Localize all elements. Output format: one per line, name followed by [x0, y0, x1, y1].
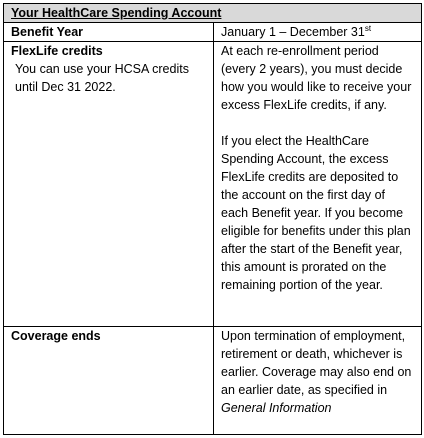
coverage-label: Coverage ends [4, 327, 214, 435]
benefit-year-date: January 1 – December 31 [221, 25, 365, 39]
benefit-year-row [4, 23, 422, 42]
title-row [4, 4, 422, 23]
table-title: Your HealthCare Spending Account [4, 4, 422, 23]
flexlife-label-cell [4, 42, 214, 327]
coverage-text: Upon termination of employment, retirement or death, whichever is earlier. Coverage may also end on an earlier date, as specified in [221, 329, 412, 397]
spending-account-table [3, 3, 422, 435]
coverage-row [4, 327, 422, 435]
flexlife-description-cell [214, 42, 422, 327]
ordinal-suffix: st [364, 23, 372, 33]
flexlife-para-2: If you elect the HealthCare Spending Account, the excess FlexLife credits are deposited to the account on the first day of each Benefit year. If you become eligible for benefits under this plan after the start of the Benefit year, this amount is prorated on the remaining portion of the year. [221, 134, 411, 292]
flexlife-row [4, 42, 422, 327]
flexlife-label: FlexLife credits [11, 44, 103, 58]
general-information-reference: General Information [221, 401, 332, 415]
paragraph-gap [221, 114, 415, 132]
coverage-description-cell [214, 327, 422, 435]
flexlife-para-1: At each re-enrollment period (every 2 years), you must decide how you would like to receive your excess FlexLife credits, if any. [221, 44, 412, 112]
flexlife-note: You can use your HCSA credits until Dec 31 2022. [15, 62, 189, 94]
benefit-year-label: Benefit Year [4, 23, 214, 42]
benefit-year-value [214, 23, 422, 42]
